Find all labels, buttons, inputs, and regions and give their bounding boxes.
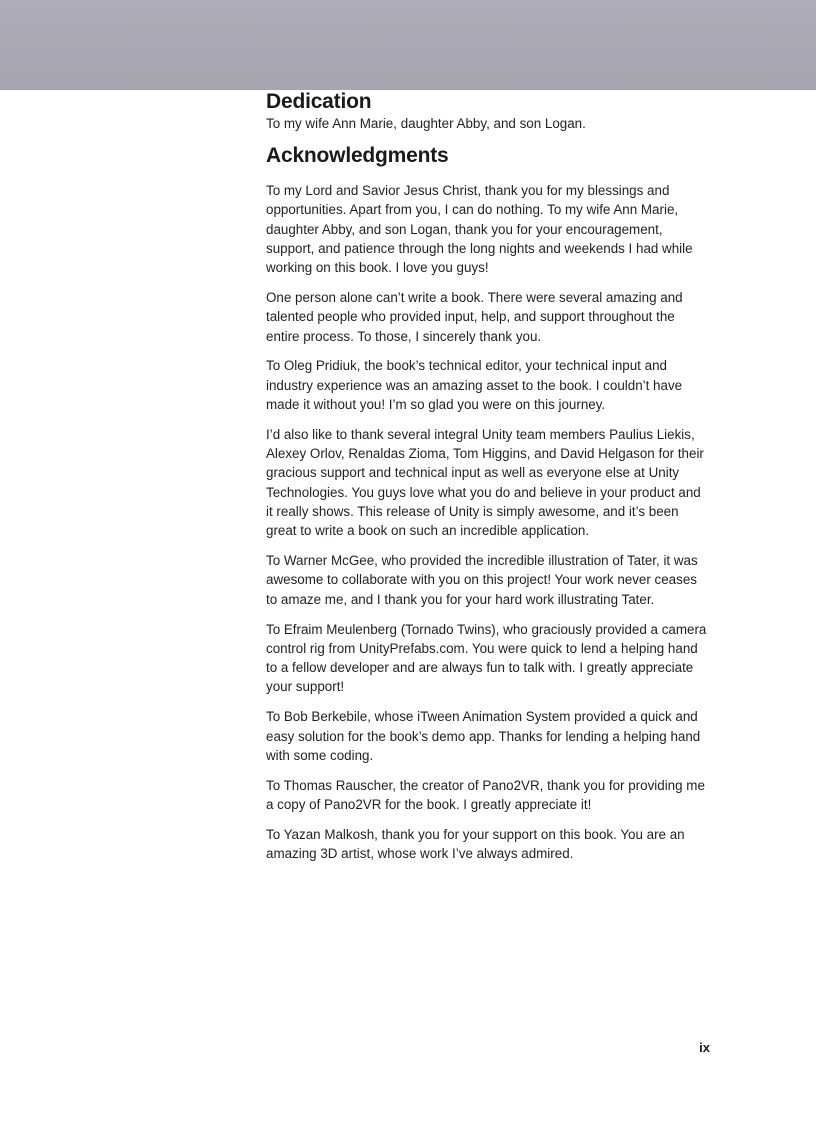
acknowledgments-paragraph: To Warner McGee, who provided the incredible illustration of Tater, it was awesome to collaborate with you on this project! Your work never ceases to amaze me, and I thank you for your hard work illustrating Tater.	[266, 553, 698, 607]
acknowledgments-paragraph: I’d also like to thank several integral Unity team members Paulius Liekis, Alexey Orlov, Renaldas Zioma, Tom Higgins, and David Helgason for their gracious support and technical input as well as everyone else at Unity Technologies. You guys love what you do and believe in your product and it really shows. This release of Unity is simply awesome, and it’s been great to write a book on such an incredible application.	[266, 426, 704, 539]
page-content	[266, 90, 710, 874]
acknowledgments-paragraph: To Bob Berkebile, whose iTween Animation System provided a quick and easy solution for the book’s demo app. Thanks for lending a helping hand with some coding.	[266, 709, 701, 763]
acknowledgments-body	[266, 181, 710, 863]
page-number: ix	[699, 1040, 710, 1055]
dedication-heading: Dedication	[266, 90, 372, 113]
acknowledgments-paragraph: To my Lord and Savior Jesus Christ, thank you for my blessings and opportunities. Apart from you, I can do nothing. To my wife Ann Marie, daughter Abby, and son Logan, thank you for your encouragement, support, and patience through the long nights and weekends I had while working on this book. I love you guys!	[266, 183, 693, 276]
acknowledgments-heading: Acknowledgments	[266, 143, 449, 167]
acknowledgments-paragraph: To Thomas Rauscher, the creator of Pano2VR, thank you for providing me a copy of Pano2VR for the book. I greatly appreciate it!	[266, 777, 705, 812]
acknowledgments-paragraph: One person alone can’t write a book. There were several amazing and talented people who provided input, help, and support throughout the entire process. To those, I sincerely thank you.	[266, 290, 683, 344]
dedication-text: To my wife Ann Marie, daughter Abby, and son Logan.	[266, 116, 586, 132]
acknowledgments-paragraph: To Efraim Meulenberg (Tornado Twins), who graciously provided a camera control rig from UnityPrefabs.com. You were quick to lend a helping hand to a fellow developer and are always fun to talk with. I greatly appreciate your support!	[266, 621, 707, 695]
acknowledgments-paragraph: To Oleg Pridiuk, the book’s technical editor, your technical input and industry experience was an amazing asset to the book. I couldn’t have made it without you! I’m so glad you were on this journey.	[266, 358, 683, 413]
header-banner	[0, 0, 816, 90]
acknowledgments-paragraph: To Yazan Malkosh, thank you for your support on this book. You are an amazing 3D artist, whose work I’ve always admired.	[266, 826, 685, 861]
